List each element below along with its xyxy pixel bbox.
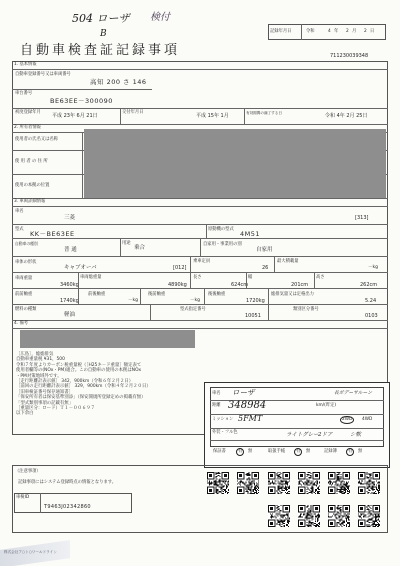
qr-code-2: [237, 472, 259, 494]
card-manual-yes: 有: [296, 449, 301, 454]
maker-code: [313]: [355, 215, 369, 221]
rear-rear-axle-label: 後後軸重: [208, 292, 226, 297]
handwritten-top-note: 504 ローザ: [72, 12, 130, 25]
displacement-label: 総排気量又は定格出力: [271, 292, 314, 297]
height-label: 高さ: [316, 275, 325, 280]
card-distance-label: 距離: [212, 403, 221, 408]
body-shape-code: [012]: [173, 265, 187, 271]
user-address-label: 使 用 者 の 住 所: [15, 159, 48, 164]
height-value: 262cm: [360, 282, 378, 288]
use-label: 用途: [122, 241, 131, 246]
capacity-label: 乗車定員: [193, 259, 211, 264]
card-km-unit: km/(昨定): [316, 403, 337, 408]
vehicle-weight-label: 車両重量: [15, 276, 33, 281]
note-line: ・PM対策地域外です。: [16, 373, 62, 379]
use-value: 乗合: [134, 245, 146, 251]
note-line: ［前回の走行距離計表示値］ 329，900km（令和４年２月２０日）: [16, 384, 151, 390]
width-label: 幅: [248, 275, 253, 280]
card-record-yes: 有: [348, 449, 353, 454]
card-mission-value: 5FMT: [238, 414, 263, 423]
section1-heading: 1. 基本情報: [14, 62, 37, 67]
footer-heading: （注意事項）: [15, 469, 41, 474]
qr-code-8: [298, 505, 320, 527]
vehicle-weight-value: 3460kg: [60, 282, 79, 288]
length-value: 624cm: [231, 282, 249, 288]
card-color-value: ライトグレー: [286, 432, 319, 438]
handwritten-stamp-note: 検付: [150, 12, 170, 23]
expiry-label: 有効期間の満了する日: [246, 111, 282, 115]
first-registration-value: 平成 23年 6月 21日: [52, 113, 98, 119]
chassis-value: BE63EE－300090: [50, 97, 113, 105]
section4-heading: 4. 備考: [14, 321, 29, 326]
qr-code-10: [358, 505, 380, 527]
body-shape-label: 車体の形状: [15, 260, 37, 265]
vehicle-kind-value: 普 通: [64, 247, 77, 253]
document-title: 自動車検査証記録事項: [20, 43, 181, 58]
business-use-value: 自家用: [256, 247, 273, 253]
model-label: 型式: [15, 227, 24, 232]
note-line: 「型式類別事項の記載有無」: [16, 400, 74, 406]
section3-heading: 3. 車両詳細情報: [14, 199, 46, 204]
rear-front-axle-label: 後前軸重: [148, 292, 166, 297]
maker-label: 車名: [15, 209, 24, 214]
card-mission-label: ミッション: [212, 417, 234, 422]
note-line: ［重量区分：ロード）Ｔ１－００６９７: [16, 406, 96, 412]
card-manual-no: 無: [306, 449, 311, 454]
engine-value: 4M51: [240, 230, 261, 238]
qr-code-5: [328, 472, 350, 494]
note-line: 自動車重量税 ¥31，500: [16, 357, 65, 363]
maker-value: 三菱: [64, 215, 76, 221]
document-number: 711230039348: [330, 53, 369, 59]
chassis-label: 車台番号: [15, 91, 33, 96]
issue-date-value: 平成 15年 1月: [196, 113, 229, 119]
qr-code-4: [298, 472, 320, 494]
capacity-value: 26: [262, 265, 269, 271]
gross-weight-value: 4890kg: [168, 282, 187, 288]
rear-rear-axle-value: 1720kg: [246, 298, 265, 304]
card-car-model: ローザ: [232, 388, 255, 397]
card-car-label: 車名: [212, 391, 221, 396]
record-date-year-unit: 年: [334, 29, 339, 34]
qr-code-6: [358, 472, 380, 494]
corner-watermark-text: 株式会社ア○ト○ワールドライン: [4, 550, 57, 554]
vehicle-kind-label: 自動車の種別: [15, 241, 38, 246]
user-name-label: 使用者の氏名又は名称: [15, 137, 58, 142]
card-door-value: 2ドア: [318, 432, 333, 438]
front-axle-label: 前前軸重: [15, 292, 33, 297]
card-color-label: 外装・フル色: [212, 430, 238, 435]
plate-label: 自動車登録番号又は車両番号: [15, 72, 71, 77]
vehicle-id-label: 車検ID: [16, 495, 30, 500]
qr-code-9: [328, 505, 350, 527]
max-load-label: 最大積載量: [277, 259, 299, 264]
first-registration-label: 初度登録年月: [15, 110, 41, 115]
redacted-owner-block: [84, 129, 386, 199]
card-warranty-no: 無: [248, 449, 253, 454]
business-use-label: 自家用・事業用の別: [203, 242, 242, 247]
footer-notice: 記録事項にはシステム登録時点の情報となります。: [18, 480, 117, 485]
category-label: 類別区分番号: [293, 307, 319, 312]
redacted-notes-block: [20, 330, 195, 348]
engine-label: 原動機の型式: [208, 227, 234, 232]
handwritten-b-letter: B: [100, 29, 107, 39]
card-2wd-text: 2WD: [342, 417, 353, 422]
record-date-day: 2: [364, 29, 367, 34]
front-rear-axle-unit: －kg: [128, 298, 138, 303]
max-load-unit: －kg: [368, 265, 378, 270]
record-date-month-unit: 月: [352, 29, 357, 34]
qr-code-3: [268, 472, 290, 494]
card-manual-label: 取扱手帳: [268, 449, 286, 454]
displacement-value: 5.24: [365, 298, 377, 304]
model-cert-label: 型式指定番号: [180, 307, 206, 312]
length-label: 長さ: [193, 275, 202, 280]
rear-front-axle-unit: －kg: [190, 298, 200, 303]
note-line: ［走行距離計表示値］ 342，900km（令和６年２月２日）: [16, 379, 134, 385]
front-axle-value: 1740kg: [60, 298, 79, 304]
card-record-no: 無: [358, 449, 363, 454]
qr-code-1: [207, 472, 229, 494]
record-date-era: 令和: [306, 29, 315, 34]
record-date-year: 4: [328, 29, 331, 34]
fuel-value: 軽油: [64, 312, 76, 318]
record-date-label: 記録年月日: [270, 29, 292, 34]
card-body-value: シ軟: [350, 432, 362, 438]
vehicle-id-value: T9463J02342860: [44, 504, 91, 510]
record-date-month: 2: [346, 29, 349, 34]
front-rear-axle-label: 前後軸重: [88, 292, 106, 297]
issue-date-label: 交付年月日: [122, 110, 144, 115]
note-line: 「保安所有者は保安基準別添」（保安開規所登録定めの掲載有無）: [16, 395, 146, 401]
base-location-label: 使用の本拠の位置: [15, 183, 50, 188]
category-value: 0103: [365, 313, 378, 319]
card-distance-value: 348984: [228, 400, 267, 411]
note-line: 使用者欄等の(NOx・PM)適合。この自動車の使用の本拠はNOx: [16, 368, 142, 374]
card-4wd-text: 4WD: [362, 417, 373, 422]
fuel-label: 燃料の種類: [15, 307, 37, 312]
gross-weight-label: 車両総重量: [80, 275, 102, 280]
note-line: 令和７年度よりカーボン税重量税（［H25キ－ド重量］額定表て: [16, 362, 142, 368]
card-record-label: 記録簿: [324, 449, 337, 454]
card-car-grade: 長ボデーサルーン: [334, 391, 373, 396]
section2-heading: 2. 所有者情報: [14, 125, 41, 130]
vehicle-id-box: [14, 493, 132, 513]
note-line: ［旧車検証番号保存通知書］: [16, 389, 74, 395]
note-line: ［広島］，総総排気: [16, 352, 54, 357]
expiry-value: 令和 4年 2月 25日: [325, 113, 368, 119]
model-value: KK－BE63EE: [30, 230, 75, 238]
body-shape-value: キャブオーバ: [64, 265, 97, 271]
note-line: 以下余白: [16, 411, 34, 417]
card-warranty-label: 保証書: [213, 449, 226, 454]
model-cert-value: 10051: [245, 313, 261, 319]
width-value: 201cm: [291, 282, 309, 288]
record-date-day-unit: 日: [370, 29, 375, 34]
qr-code-7: [268, 505, 290, 527]
plate-value: 高知 200 さ 146: [90, 78, 147, 86]
card-warranty-yes: 有: [238, 449, 243, 454]
